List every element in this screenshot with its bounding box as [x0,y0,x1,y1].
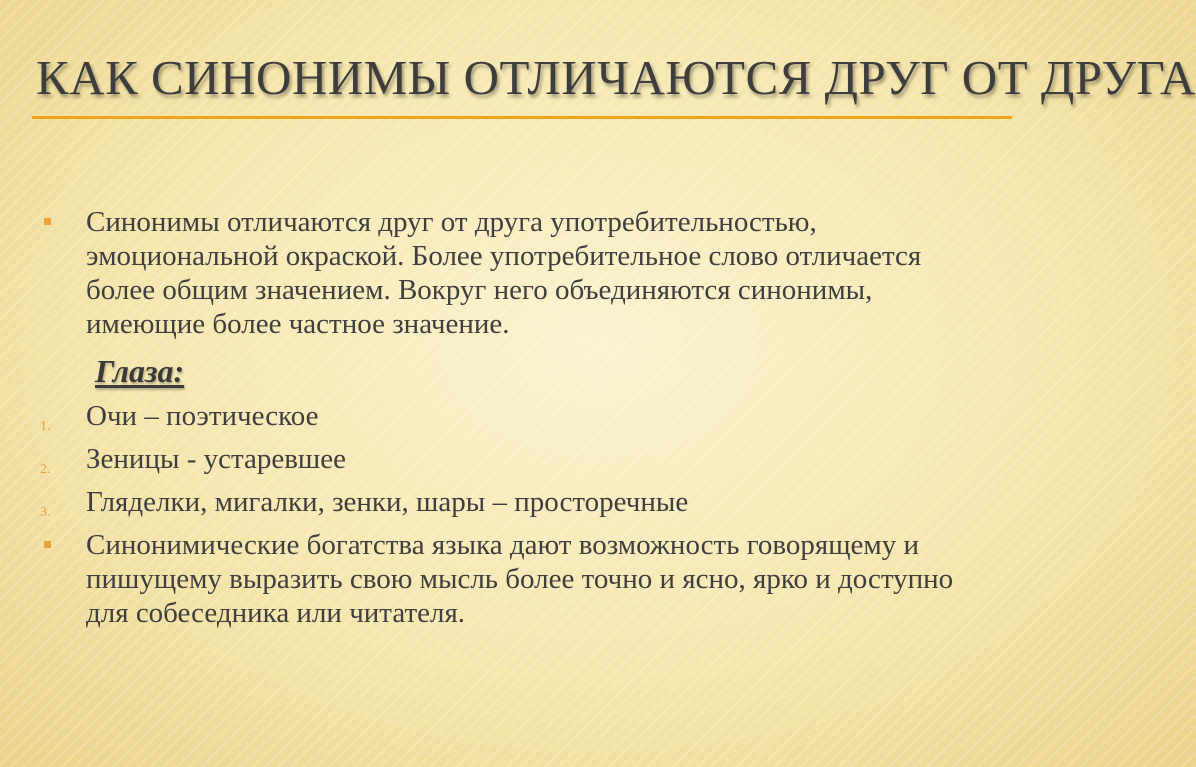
square-bullet-icon [44,541,51,548]
list-number: 3. [40,505,51,520]
list-item [40,442,990,476]
square-bullet-icon [44,218,51,225]
list-item [40,485,990,519]
slide-title: КАК СИНОНИМЫ ОТЛИЧАЮТСЯ ДРУГ ОТ ДРУГА [36,50,1196,105]
intro-bullet [40,205,990,341]
subheading: Глаза: [95,353,185,389]
list-text: Гляделки, мигалки, зенки, шары – просторечные [86,486,689,518]
intro-text: Синонимы отличаются друг от друга употребительностью, эмоциональной окраской. Более употребительное слово отличается более общим значением. Вокруг него объединяются синонимы, имеющие более частное значение. [86,206,922,340]
slide-content [40,205,990,630]
list-text: Зеницы - устаревшее [86,443,347,475]
title-underline [32,116,1012,119]
closing-text: Синонимические богатства языка дают возможность говорящему и пишущему выразить свою мысль более точно и ясно, ярко и доступно для собеседника или читателя. [86,529,954,629]
list-text: Очи – поэтическое [86,400,319,432]
list-number: 1. [40,419,51,434]
closing-bullet [40,528,990,630]
list-number: 2. [40,462,51,477]
list-item [40,399,990,433]
